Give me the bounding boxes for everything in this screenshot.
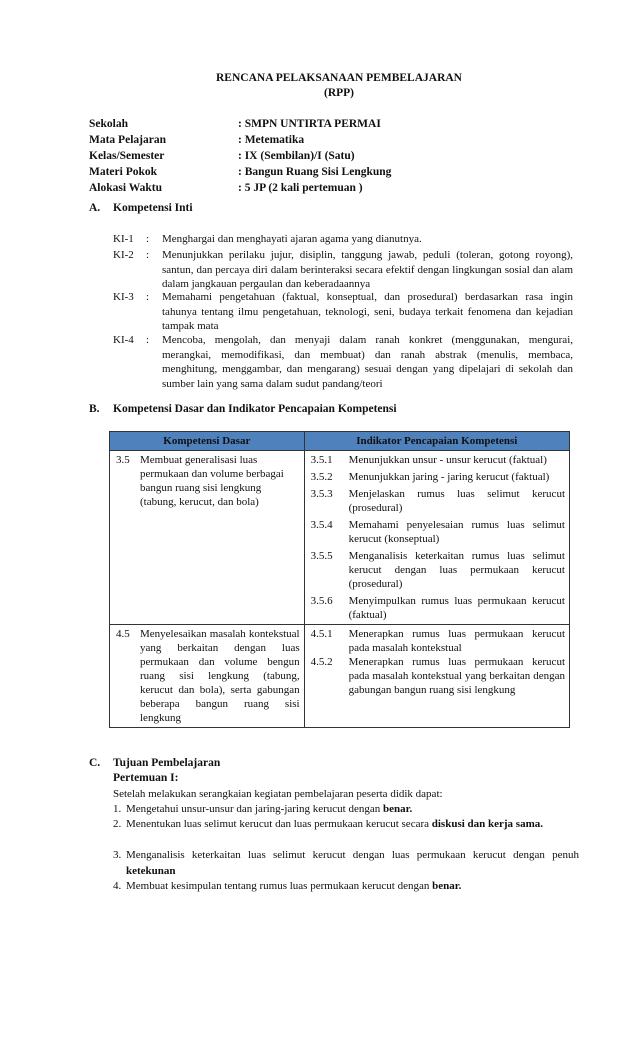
identity-label: Mata Pelajaran	[89, 134, 166, 146]
section-a-heading	[89, 202, 193, 214]
identity-value: : Bangun Ruang Sisi Lengkung	[238, 166, 392, 178]
indicator-item	[311, 470, 565, 484]
indicator-item	[311, 453, 565, 467]
ki-code: KI-2	[113, 249, 134, 261]
section-letter: B.	[89, 403, 100, 415]
ki-text: Menunjukkan perilaku jujur, disiplin, tanggung jawab, peduli (toleran, gotong royong), santun, dan percaya diri dalam berinteraksi secara efektif dengan lingkungan sosial dan alam dalam jangkauan pergaulan dan keberadaannya	[162, 249, 573, 291]
objective-item	[113, 848, 579, 879]
ki-text: Menghargai dan menghayati ajaran agama yang dianutnya.	[162, 233, 422, 245]
ki-code: KI-1	[113, 233, 134, 245]
objective-text: Menentukan luas selimut kerucut dan luas permukaan kerucut secara	[126, 818, 432, 830]
section-letter: A.	[89, 202, 101, 214]
ki-colon: :	[146, 249, 150, 261]
competency-table	[109, 431, 570, 728]
indicator-item	[311, 549, 565, 591]
indicator-number: 3.5.2	[310, 471, 333, 483]
identity-label: Kelas/Semester	[89, 150, 165, 162]
indicator-number: 3.5.6	[310, 595, 333, 607]
indicator-number: 4.5.2	[310, 656, 333, 668]
objective-item	[113, 802, 579, 818]
table-header: Kompetensi Dasar	[110, 432, 305, 451]
indicator-text: Menganalisis keterkaitan rumus luas selimut kerucut dengan luas permukaan kerucut (prosedural)	[348, 550, 565, 590]
ki-colon: :	[146, 334, 150, 346]
kd-number: 4.5	[116, 628, 130, 640]
indicator-text: Menerapkan rumus luas permukaan kerucut pada masalah kontekstual	[348, 628, 565, 654]
indicator-number: 3.5.4	[310, 519, 333, 531]
objective-emphasis: benar.	[382, 803, 413, 815]
objective-emphasis: diskusi dan kerja sama.	[431, 818, 544, 830]
section-title: Kompetensi Inti	[113, 202, 193, 214]
indicator-cell	[304, 451, 569, 625]
table-row	[110, 451, 570, 625]
objective-item	[113, 817, 579, 833]
document-title	[0, 71, 638, 101]
identity-label: Sekolah	[89, 118, 128, 130]
section-title: Kompetensi Dasar dan Indikator Pencapaian Kompetensi	[113, 403, 397, 415]
section-c-heading	[89, 757, 220, 769]
identity-value: : 5 JP (2 kali pertemuan )	[238, 182, 363, 194]
table-header-row	[110, 432, 570, 451]
objective-number: 3.	[113, 849, 122, 861]
indicator-text: Menyimpulkan rumus luas permukaan kerucut (faktual)	[348, 595, 565, 621]
indicator-item	[311, 594, 565, 622]
objective-text: Menganalisis keterkaitan luas selimut kerucut dengan luas permukaan kerucut dengan penuh	[126, 849, 579, 861]
indicator-item	[311, 627, 565, 655]
indicator-text: Menerapkan rumus luas permukaan kerucut pada masalah kontekstual yang berkaitan dengan gabungan bangun ruang sisi lengkung	[348, 656, 565, 696]
identity-value: : SMPN UNTIRTA PERMAI	[238, 118, 381, 130]
objective-number: 1.	[113, 803, 122, 815]
ki-code: KI-4	[113, 334, 134, 346]
kd-cell	[110, 625, 305, 728]
indicator-cell	[304, 625, 569, 728]
identity-value: : IX (Sembilan)/I (Satu)	[238, 150, 355, 162]
indicator-item	[311, 487, 565, 515]
ki-text: Mencoba, mengolah, dan menyaji dalam ranah konkret (menggunakan, mengurai, merangkai, memodifikasi, dan membuat) dan ranah abstrak (menulis, membaca, menghitung, menggambar, dan mengarang) sesuai dengan yang dipelajari di sekolah dan sumber lain yang sama dalam sudut pandang/teori	[162, 334, 573, 390]
indicator-text: Memahami penyelesaian rumus luas selimut kerucut (konseptual)	[348, 519, 565, 545]
objective-number: 2.	[113, 818, 122, 830]
indicator-number: 3.5.1	[310, 454, 333, 466]
kd-cell	[110, 451, 305, 625]
objectives-intro: Setelah melakukan serangkaian kegiatan pembelajaran peserta didik dapat:	[113, 788, 443, 800]
title-line-2: (RPP)	[323, 87, 354, 99]
ki-colon: :	[146, 233, 150, 245]
ki-code: KI-3	[113, 291, 134, 303]
indicator-item	[311, 518, 565, 546]
section-b-heading	[89, 403, 397, 415]
indicator-text: Menjelaskan rumus luas selimut kerucut (prosedural)	[348, 488, 565, 514]
ki-text: Memahami pengetahuan (faktual, konseptual, dan prosedural) berdasarkan rasa ingin tahunya tentang ilmu pengetahuan, teknologi, seni, budaya terkait fenomena dan kejadian tampak mata	[162, 291, 573, 333]
kd-number: 3.5	[116, 454, 130, 466]
identity-value: : Metematika	[238, 134, 305, 146]
indicator-text: Menunjukkan unsur - unsur kerucut (faktual)	[348, 454, 547, 466]
indicator-number: 4.5.1	[310, 628, 333, 640]
indicator-number: 3.5.3	[310, 488, 333, 500]
objective-emphasis: ketekunan	[126, 864, 176, 877]
kd-text: Membuat generalisasi luas permukaan dan volume berbagai bangun ruang sisi lengkung (tabung, kerucut, dan bola)	[140, 454, 284, 508]
section-title: Tujuan Pembelajaran	[113, 757, 221, 769]
objective-text: Membuat kesimpulan tentang rumus luas permukaan kerucut dengan	[126, 880, 433, 892]
objective-item	[113, 879, 579, 895]
indicator-number: 3.5.5	[310, 550, 333, 562]
table-header: Indikator Pencapaian Kompetensi	[304, 432, 569, 451]
indicator-text: Menunjukkan jaring - jaring kerucut (faktual)	[348, 471, 550, 483]
meeting-label: Pertemuan I:	[113, 772, 179, 784]
objective-number: 4.	[113, 880, 122, 892]
kd-text: Menyelesaikan masalah kontekstual yang berkaitan dengan luas permukaan dan volume bengun ruang sisi lengkung (tabung, kerucut dan bola), serta gabungan beberapa bangun ruang sisi lengkung	[140, 628, 300, 724]
objective-emphasis: benar.	[432, 880, 462, 892]
table-row	[110, 625, 570, 728]
identity-label: Materi Pokok	[89, 166, 158, 178]
objective-text: Mengetahui unsur-unsur dan jaring-jaring kerucut dengan	[126, 803, 383, 815]
identity-label: Alokasi Waktu	[89, 182, 162, 194]
indicator-item	[311, 655, 565, 697]
ki-colon: :	[146, 291, 150, 303]
section-letter: C.	[89, 757, 101, 769]
title-line-1: RENCANA PELAKSANAAN PEMBELAJARAN	[216, 72, 462, 84]
